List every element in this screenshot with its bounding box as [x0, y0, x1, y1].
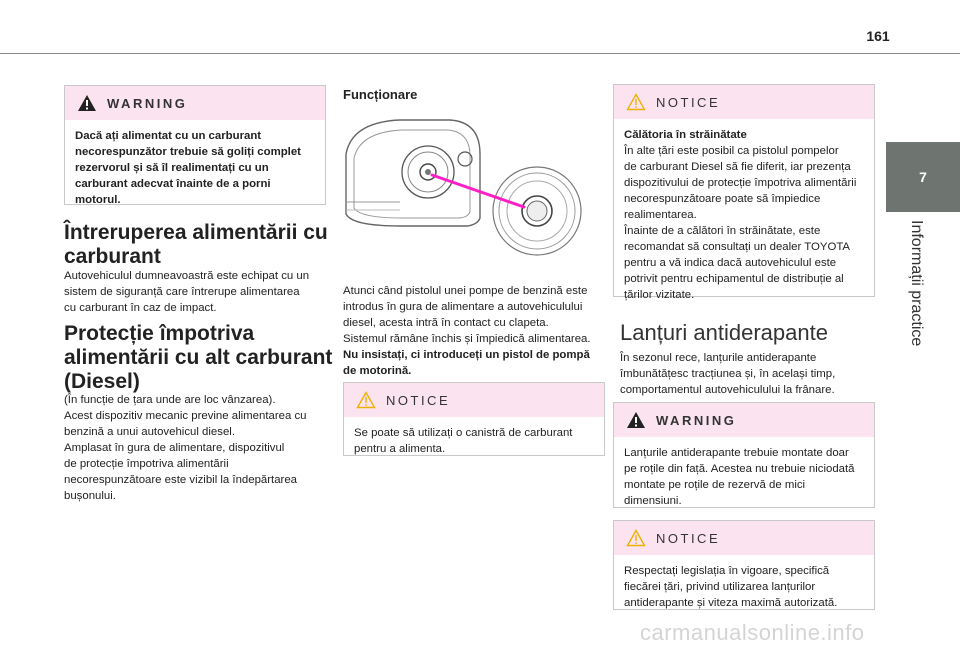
text-line: rezervorul și să îl realimentați cu un: [75, 162, 269, 174]
notice-text: [344, 417, 604, 467]
text-line: benzină a unui autovehicul diesel.: [64, 426, 235, 438]
chapter-label: Informații practice: [908, 220, 925, 347]
heading-line: Întreruperea alimentării cu: [64, 221, 328, 244]
warning-icon: [77, 94, 97, 112]
text-line: (În funcție de țara unde are loc vânzarea).: [64, 394, 276, 406]
text-line: Înainte de a călători în străinătate, este: [624, 225, 821, 237]
heading-fuel-cutoff: [64, 221, 334, 269]
notice-icon: [356, 391, 376, 409]
text-line: sistem de siguranță care întrerupe alimentarea: [64, 286, 300, 298]
page-number: 161: [866, 28, 890, 44]
text-line: dispozitivului de protecție împotriva alimentării: [624, 177, 857, 189]
heading-line: alimentării cu alt carburant: [64, 346, 333, 369]
text-line: țărilor vizitate.: [624, 289, 695, 301]
notice-box-abroad: [613, 84, 875, 301]
warning-title: WARNING: [107, 95, 188, 111]
notice-text: [614, 555, 874, 621]
notice-text: [614, 119, 874, 313]
text-line-bold: Nu insistați, ci introduceți un pistol de pompă: [343, 349, 590, 361]
text-line: comportamentul autovehiculului la frânare.: [620, 384, 835, 396]
text-line: pe roțile din față. Acestea nu trebuie niciodată: [624, 463, 855, 475]
text-line: Sistemul rămâne închis și împiedică alimentarea.: [343, 333, 591, 345]
text-line: de protecție împotriva alimentării: [64, 458, 229, 470]
text-line: Amplasat în gura de alimentare, dispozitivul: [64, 442, 285, 454]
heading-operation: Funcționare: [343, 87, 418, 102]
notice-title: NOTICE: [386, 392, 451, 408]
text-line: dimensiuni.: [624, 495, 682, 507]
text-line: Lanțurile antiderapante trebuie montate doar: [624, 447, 849, 459]
header-rule: [0, 53, 960, 54]
text-line: realimentarea.: [624, 209, 697, 221]
para-snow-chains: [620, 350, 882, 398]
text-line: bușonului.: [64, 490, 116, 502]
text-line: Atunci când pistolul unei pompe de benzină este: [343, 285, 588, 297]
text-line: potrivit pentru echipamentul de distribuție al: [624, 273, 844, 285]
warning-title: WARNING: [656, 412, 737, 428]
text-line: de carburant Diesel să fie diferit, iar prezența: [624, 161, 851, 173]
watermark[interactable]: carmanualsonline.info: [640, 620, 865, 645]
text-line: Acest dispozitiv mecanic previne alimentarea cu: [64, 410, 307, 422]
notice-title: NOTICE: [656, 530, 721, 546]
notice-box-legislation: [613, 520, 875, 610]
text-line: necorespunzătoare poate să împiedice: [624, 193, 821, 205]
text-line: necorespunzător trebuie să goliți complet: [75, 146, 301, 158]
text-line: diesel, acesta intră în contact cu clapeta.: [343, 317, 549, 329]
warning-header: [614, 403, 874, 437]
text-line: necorespunzătoare este vizibil la îndepărtarea: [64, 474, 298, 486]
heading-line: Protecție împotriva: [64, 322, 255, 345]
text-line: În alte țări este posibil ca pistolul pompelor: [624, 145, 839, 157]
notice-header: [344, 383, 604, 417]
text-line: recomandat să consultați un dealer TOYOTA: [624, 241, 851, 253]
text-line: În sezonul rece, lanțurile antiderapante: [620, 352, 817, 364]
text-line: pentru a vă indica dacă autovehiculul este: [624, 257, 837, 269]
notice-icon: [626, 93, 646, 111]
text-line: carburant adecvat înainte de a porni: [75, 178, 271, 190]
para-misfuel-protection: [64, 392, 334, 504]
text-line: Respectați legislația în vigoare, specifică: [624, 565, 830, 577]
para-fuel-cutoff: [64, 268, 334, 316]
warning-header: [65, 86, 325, 120]
text-line: pentru a alimenta.: [354, 443, 446, 455]
para-operation: [343, 283, 605, 379]
chapter-tab[interactable]: [886, 142, 960, 212]
fuel-filler-illustration: [340, 114, 600, 274]
heading-line: carburant: [64, 245, 161, 268]
notice-header: [614, 85, 874, 119]
text-line: Dacă ați alimentat cu un carburant: [75, 130, 262, 142]
warning-box-chains: [613, 402, 875, 508]
text-line: motorul.: [75, 194, 121, 206]
warning-text: [65, 120, 325, 218]
text-line: fiecărei țări, privind utilizarea lanțurilor: [624, 581, 816, 593]
text-line-bold: de motorină.: [343, 365, 412, 377]
text-line: Autovehiculul dumneavoastră este echipat cu un: [64, 270, 310, 282]
warning-box-fuel: [64, 85, 326, 205]
warning-text: [614, 437, 874, 519]
text-line: îmbunătățesc tracțiunea și, în același timp,: [620, 368, 836, 380]
chapter-number: 7: [919, 169, 927, 185]
notice-box-canister: [343, 382, 605, 456]
notice-title: NOTICE: [656, 94, 721, 110]
notice-header: [614, 521, 874, 555]
text-line: antiderapante și viteza maximă autorizată.: [624, 597, 838, 609]
text-line: cu carburant în caz de impact.: [64, 302, 217, 314]
heading-line: (Diesel): [64, 370, 140, 393]
notice-icon: [626, 529, 646, 547]
text-line: montate pe roțile de rezervă de mici: [624, 479, 806, 491]
notice-heading: Călătoria în străinătate: [624, 129, 747, 141]
warning-icon: [626, 411, 646, 429]
text-line: Se poate să utilizați o canistră de carburant: [354, 427, 573, 439]
heading-misfuel-protection: [64, 322, 334, 394]
heading-snow-chains: Lanțuri antiderapante: [620, 320, 828, 345]
text-line: introdus în gura de alimentare a autovehiculului: [343, 301, 583, 313]
